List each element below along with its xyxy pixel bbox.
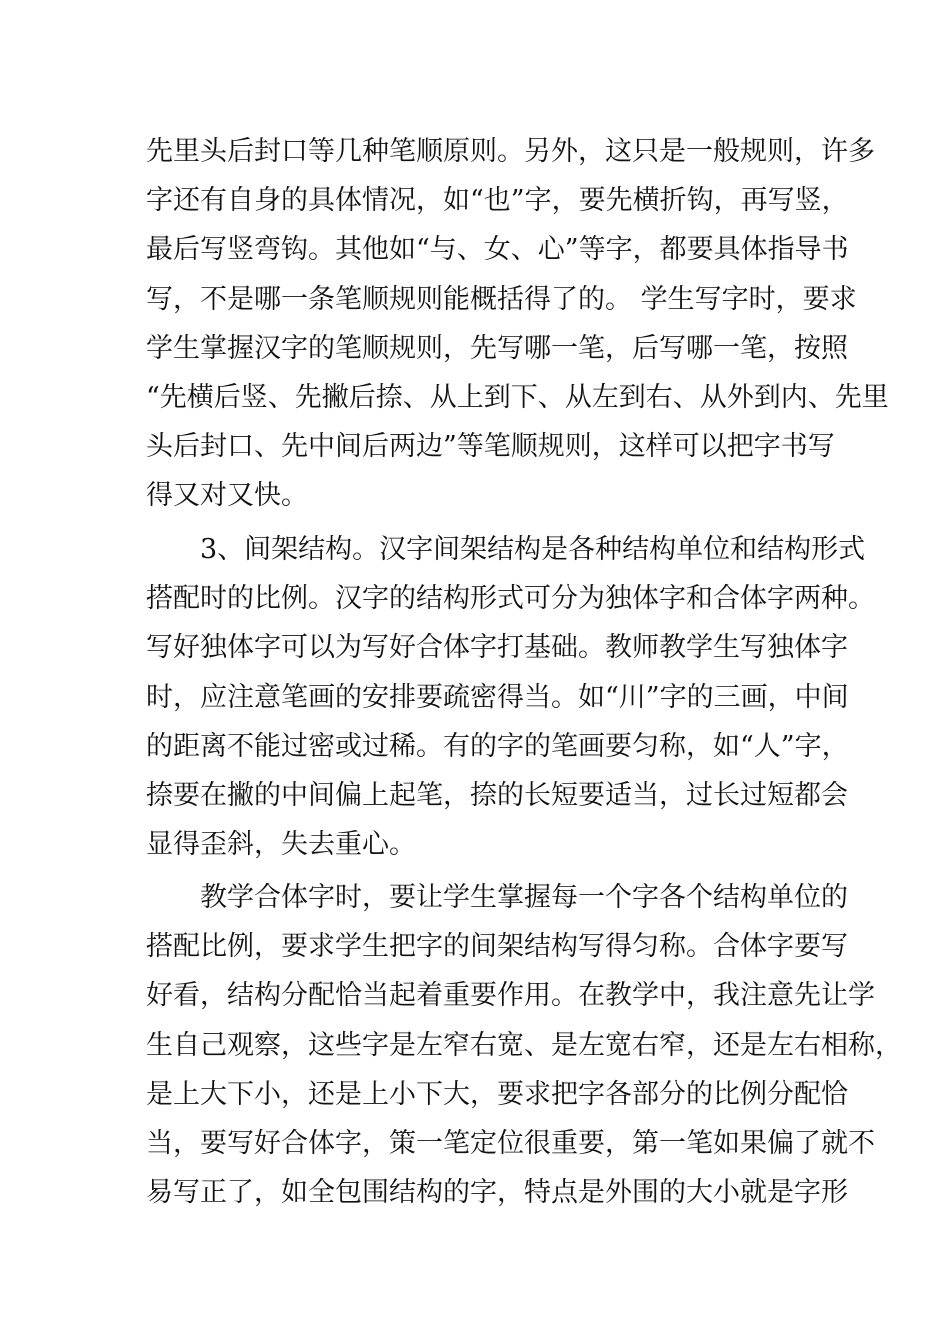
text-line: 字还有自身的具体情况，如“也”字，要先横折钩，再写竖， bbox=[146, 185, 849, 217]
paragraph-compound-characters bbox=[146, 873, 902, 1217]
text-line: 捺要在撇的中间偏上起笔，捺的长短要适当，过长过短都会 bbox=[146, 779, 848, 811]
text-line: 搭配时的比例。汉字的结构形式可分为独体字和合体字两种。 bbox=[146, 583, 875, 615]
text-line: 写好独体字可以为写好合体字打基础。教师教学生写独体字 bbox=[146, 632, 848, 664]
text-line: “先横后竖、先撇后捺、从上到下、从左到右、从外到内、先里 bbox=[146, 381, 889, 413]
text-line: 得又对又快。 bbox=[146, 480, 308, 512]
paragraph-stroke-order bbox=[146, 127, 889, 521]
text-line: 先里头后封口等几种笔顺原则。另外，这只是一般规则，许多 bbox=[146, 136, 875, 167]
text-line: 教学合体字时，要让学生掌握每一个字各个结构单位的 bbox=[200, 882, 848, 913]
text-line: 3、间架结构。汉字间架结构是各种结构单位和结构形式 bbox=[200, 534, 866, 565]
text-line: 学生掌握汉字的笔顺规则，先写哪一笔，后写哪一笔，按照 bbox=[146, 332, 848, 364]
text-line: 时，应注意笔画的安排要疏密得当。如“川”字的三画，中间 bbox=[146, 681, 849, 713]
text-line: 最后写竖弯钩。其他如“与、女、心”等字，都要具体指导书 bbox=[146, 234, 849, 266]
text-line: 的距离不能过密或过稀。有的字的笔画要匀称，如“人”字， bbox=[146, 730, 849, 762]
text-line: 写，不是哪一条笔顺规则能概括得了的。 学生写字时，要求 bbox=[146, 283, 857, 315]
text-line: 显得歪斜，失去重心。 bbox=[146, 829, 416, 861]
text-line: 当，要写好合体字，策一笔定位很重要，第一笔如果偏了就不 bbox=[146, 1127, 875, 1159]
text-line: 好看，结构分配恰当起着重要作用。在教学中，我注意先让学 bbox=[146, 980, 875, 1012]
text-line: 易写正了，如全包围结构的字，特点是外围的大小就是字形 bbox=[146, 1177, 848, 1209]
text-line: 生自己观察，这些字是左窄右宽、是左宽右窄，还是左右相称， bbox=[146, 1029, 902, 1061]
text-line: 是上大下小，还是上小下大，要求把字各部分的比例分配恰 bbox=[146, 1078, 848, 1110]
text-line: 头后封口、先中间后两边”等笔顺规则，这样可以把字书写 bbox=[146, 431, 835, 463]
paragraph-structure bbox=[146, 525, 875, 869]
text-line: 搭配比例，要求学生把字的间架结构写得匀称。合体字要写 bbox=[146, 931, 848, 963]
